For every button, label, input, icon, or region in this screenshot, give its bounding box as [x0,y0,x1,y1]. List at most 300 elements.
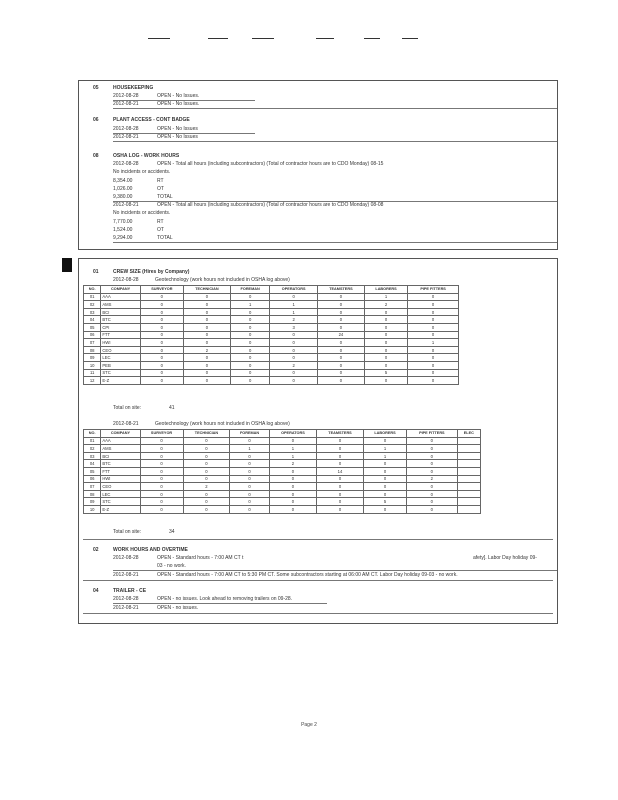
table-cell: 0 [363,505,406,513]
table-cell: 0 [317,346,364,354]
column-header: PIPE FITTERS [408,286,459,294]
table-cell: AAA [101,293,140,301]
column-header: OPERATORS [270,286,318,294]
column-header: SURVEYOR [140,286,183,294]
osha-value: 9,380.00 [113,194,133,200]
table-cell: 07 [84,483,101,491]
table-cell: 0 [363,483,406,491]
entry-text: OPEN - Total all hours (including subcontractors) (Total of contractor hours are to CDO Monday) 08-15 [157,161,384,167]
table-cell: 0 [140,452,183,460]
table-row [84,331,459,339]
table-cell: 0 [140,483,183,491]
top-card [78,80,558,250]
table-cell: 0 [140,498,183,506]
column-header: FOREMAN [230,430,269,438]
table-cell: 0 [140,301,183,309]
column-header: COMPANY [101,286,140,294]
table-cell: BTC [101,460,140,468]
section-number: 04 [93,588,99,594]
column-header: COMPANY [101,430,140,438]
table-cell: 01 [84,293,101,301]
table-cell: 0 [269,467,316,475]
table-cell: BCI [101,452,140,460]
entry-date: 2012-08-21 [113,572,139,578]
table-cell: 0 [183,308,230,316]
section-number: 08 [93,153,99,159]
table-cell: 0 [140,346,183,354]
table-cell: 0 [140,308,183,316]
osha-value: 1,026.00 [113,186,133,192]
table-cell: 03 [84,452,101,460]
work-hours-title: WORK HOURS AND OVERTIME [113,547,188,553]
table-cell: 0 [230,308,270,316]
table-cell: 0 [317,377,364,385]
entry-date: 2012-08-21 [113,605,139,611]
table-cell: 0 [140,505,183,513]
table-cell: 0 [317,323,364,331]
table-cell: 0 [183,301,230,309]
table-row [84,505,481,513]
table-cell: 0 [183,467,230,475]
table-cell: 0 [408,293,459,301]
table-cell: 0 [317,445,364,453]
table-cell: 0 [317,490,364,498]
table-cell: CEO [101,346,140,354]
table-cell: 0 [317,475,364,483]
section-number: 02 [93,547,99,553]
table-cell: 0 [317,301,364,309]
column-header: NO. [84,430,101,438]
table-cell: 08 [84,346,101,354]
table-cell: 0 [230,460,269,468]
table-cell: 0 [364,346,407,354]
table-cell: 0 [183,323,230,331]
table-cell: 0 [140,293,183,301]
plant-access-title: PLANT ACCESS - CONT BADGE [113,117,190,123]
table-cell: 0 [408,377,459,385]
table-cell: 1 [364,293,407,301]
table-cell: 0 [269,475,316,483]
table-cell: 0 [230,475,269,483]
table-cell: 0 [140,437,183,445]
table-row [84,445,481,453]
entry-date: 2012-08-28 [113,596,139,602]
table-cell: 0 [183,490,230,498]
table-cell: 1 [363,452,406,460]
table-cell: 0 [230,361,270,369]
table-cell: 0 [230,354,270,362]
table-row [84,316,459,324]
entry-text: OPEN - no issues. Look ahead to removing trailers on 09-28. [157,596,293,602]
table-cell: 0 [269,505,316,513]
osha-label: OT [157,227,164,233]
table-cell: 0 [140,467,183,475]
table-row [84,361,459,369]
table-cell: 0 [407,467,458,475]
column-header: TECHNICIAN [183,286,230,294]
table-cell: 0 [270,293,318,301]
table-cell: 0 [230,323,270,331]
table-cell: FTT [101,331,140,339]
table-cell: 0 [317,437,364,445]
total-label: Total on site: [113,529,142,535]
table-cell: 0 [364,331,407,339]
table-cell: 0 [269,498,316,506]
table-cell: 0 [317,308,364,316]
table-cell: 0 [140,460,183,468]
table-cell: 0 [407,460,458,468]
table-cell: 02 [84,301,101,309]
table-row [84,460,481,468]
table-cell: 0 [230,377,270,385]
table-cell: 0 [364,354,407,362]
table-cell: 2 [183,346,230,354]
table-cell: 0 [140,361,183,369]
table-cell: 0 [140,475,183,483]
table-row [84,437,481,445]
table-cell: 2 [270,316,318,324]
entry-text: OPEN - No Issues [157,126,198,132]
crew-table [83,429,481,514]
table-cell: 0 [364,308,407,316]
table-cell: 11 [84,369,101,377]
table-cell: 0 [363,490,406,498]
table-row [84,483,481,491]
table-cell: 0 [140,377,183,385]
table-cell: 0 [407,437,458,445]
table-cell: 0 [317,369,364,377]
table-cell: CPI [101,323,140,331]
entry-date: 2012-08-21 [113,101,139,107]
total-value: 34 [169,529,175,535]
table-cell: 0 [140,490,183,498]
table-cell: 09 [84,498,101,506]
entry-text-cont: 03 - no work. [157,563,186,569]
table-cell [457,498,480,506]
entry-text: OPEN - Total all hours (including subcontractors) (Total of contractor hours are to CDO Monday) 08-08 [157,202,384,208]
table-cell: 0 [140,354,183,362]
table-cell: 0 [183,452,230,460]
table-cell: 3 [270,323,318,331]
table-cell: 0 [408,308,459,316]
table-cell: 0 [230,483,269,491]
table-cell: 0 [363,460,406,468]
table-cell: 1 [230,445,269,453]
table-cell: 0 [269,483,316,491]
table-cell: 04 [84,316,101,324]
table-cell: CEO [101,483,140,491]
table-cell: 0 [363,467,406,475]
table-cell: 0 [230,293,270,301]
table-cell: 0 [317,498,364,506]
table-cell: 24 [317,331,364,339]
table-cell: 0 [183,475,230,483]
table-cell: 0 [408,323,459,331]
table-cell: 0 [317,354,364,362]
table-cell [457,437,480,445]
table-cell: 0 [317,505,364,513]
table-cell: 0 [364,339,407,347]
table-row [84,346,459,354]
table-cell: 0 [140,323,183,331]
column-header: NO. [84,286,101,294]
table-cell: 0 [270,346,318,354]
crew-block2-date: 2012-08-21 [113,421,139,427]
column-header: TECHNICIAN [183,430,230,438]
table-cell: 0 [183,498,230,506]
table-cell: 0 [317,293,364,301]
table-cell: 0 [270,339,318,347]
column-header: TEAMSTERS [317,430,364,438]
table-cell [457,445,480,453]
table-cell: 1 [269,445,316,453]
table-cell: 04 [84,460,101,468]
table-cell: 0 [270,377,318,385]
table-cell: AMS [101,445,140,453]
table-cell: 0 [364,361,407,369]
table-row [84,369,459,377]
table-cell: 2 [407,475,458,483]
table-cell: 0 [317,460,364,468]
table-cell: 2 [364,301,407,309]
table-cell: 05 [84,467,101,475]
table-cell: AAA [101,437,140,445]
table-row [84,377,459,385]
table-cell: 0 [183,460,230,468]
osha-label: TOTAL [157,235,173,241]
table-cell: 1 [269,452,316,460]
table-cell: 0 [270,331,318,339]
table-cell: 0 [364,377,407,385]
table-cell: 01 [84,437,101,445]
table-cell: 0 [140,445,183,453]
table-cell: 0 [183,361,230,369]
table-cell: 06 [84,331,101,339]
table-cell: 0 [408,316,459,324]
table-cell: 0 [183,293,230,301]
table-cell: 0 [269,490,316,498]
table-cell: 0 [230,369,270,377]
table-cell: E-Z [101,505,140,513]
table-cell: 1 [270,308,318,316]
table-cell: 10 [84,361,101,369]
entry-date: 2012-08-21 [113,202,139,208]
table-cell: 5 [363,498,406,506]
entry-text-right: afety]. Labor Day holiday 09- [473,555,537,561]
table-cell: 0 [230,437,269,445]
table-cell [457,475,480,483]
table-cell: 02 [84,445,101,453]
column-header: OPERATORS [269,430,316,438]
bottom-card [78,258,558,624]
crew-table [83,285,459,385]
osha-label: RT [157,178,164,184]
table-cell: BCI [101,308,140,316]
table-cell: LEC [101,490,140,498]
table-cell: 0 [317,316,364,324]
table-cell: 0 [408,369,459,377]
total-label: Total on site: [113,405,142,411]
table-cell: FTT [101,467,140,475]
table-cell: 0 [269,437,316,445]
table-cell: AMS [101,301,140,309]
table-cell [457,460,480,468]
table-cell: 0 [183,377,230,385]
table-cell: 0 [317,339,364,347]
table-row [84,452,481,460]
table-cell: 0 [363,475,406,483]
table-row [84,498,481,506]
table-cell: 0 [408,346,459,354]
crew-block2-caption: Geotechnology (work hours not included in OSHA log above) [155,421,290,427]
table-cell: 07 [84,339,101,347]
osha-value: 1,524.00 [113,227,133,233]
entry-date: 2012-08-28 [113,126,139,132]
page-number: Page 2 [301,722,317,728]
table-cell: 08 [84,490,101,498]
section-number: 06 [93,117,99,123]
table-cell: 1 [230,301,270,309]
table-cell: 0 [407,445,458,453]
table-cell: 0 [230,498,269,506]
entry-text: OPEN - Standard hours - 7:00 AM CT to 5:30 PM CT. Some subcontractors starting at 06:00 AM CT. Labor Day holiday 09-03 - no work. [157,572,458,578]
table-cell: HWI [101,339,140,347]
table-cell: 0 [140,369,183,377]
table-cell: 0 [183,316,230,324]
section-number: 01 [93,269,99,275]
table-cell: 03 [84,308,101,316]
osha-value: 9,294.00 [113,235,133,241]
table-cell: 0 [317,483,364,491]
housekeeping-title: HOUSEKEEPING [113,85,154,91]
crew-block1-caption: Geotechnology (work hours not included in OSHA log above) [155,277,290,283]
table-cell: 0 [407,483,458,491]
table-row [84,293,459,301]
table-cell: 0 [140,316,183,324]
table-row [84,467,481,475]
table-cell: 0 [408,354,459,362]
section-number: 05 [93,85,99,91]
total-value: 41 [169,405,175,411]
crew-block1-date: 2012-08-28 [113,277,139,283]
table-cell: 0 [407,490,458,498]
table-row [84,354,459,362]
table-cell [457,505,480,513]
table-cell: 0 [230,467,269,475]
table-cell: 0 [183,437,230,445]
osha-label: TOTAL [157,194,173,200]
entry-text: OPEN - Standard hours - 7:00 AM CT t [157,555,244,561]
table-cell: PEB [101,361,140,369]
table-cell: 0 [407,505,458,513]
entry-date: 2012-08-28 [113,93,139,99]
table-cell: 1 [408,339,459,347]
table-cell: STC [101,498,140,506]
table-cell: 0 [230,346,270,354]
osha-title: OSHA LOG - WORK HOURS [113,153,180,159]
entry-date: 2012-08-28 [113,555,139,561]
table-cell [457,467,480,475]
table-cell: 05 [84,323,101,331]
table-cell: HWI [101,475,140,483]
osha-label: OT [157,186,164,192]
table-cell: 0 [140,331,183,339]
table-cell: 12 [84,377,101,385]
table-cell [457,452,480,460]
table-cell: BTC [101,316,140,324]
osha-note: No incidents or accidents. [113,169,171,175]
table-cell: 2 [269,460,316,468]
table-cell: 0 [230,490,269,498]
table-cell: 0 [140,339,183,347]
table-cell [457,490,480,498]
table-cell: 0 [230,452,269,460]
column-header: PIPE FITTERS [407,430,458,438]
crew-title: CREW SIZE (Hires by Company) [113,269,190,275]
table-cell: 0 [364,323,407,331]
table-cell: 0 [317,452,364,460]
table-cell: 5 [364,369,407,377]
entry-date: 2012-08-21 [113,134,139,140]
entry-text: OPEN - no issues. [157,605,199,611]
table-cell: 14 [317,467,364,475]
table-cell: 0 [270,354,318,362]
table-cell [457,483,480,491]
table-cell: 09 [84,354,101,362]
table-cell: 0 [408,331,459,339]
table-cell: 0 [407,498,458,506]
osha-value: 7,770.00 [113,219,133,225]
table-cell: 0 [183,339,230,347]
table-cell: 0 [230,339,270,347]
column-header: TEAMSTERS [317,286,364,294]
entry-date: 2012-08-28 [113,161,139,167]
table-cell: 0 [363,437,406,445]
table-cell: 0 [364,316,407,324]
entry-text: OPEN - No Issues. [157,93,200,99]
table-cell: 0 [317,361,364,369]
table-cell: 0 [408,301,459,309]
table-cell: 0 [183,445,230,453]
table-cell: 1 [270,301,318,309]
osha-label: RT [157,219,164,225]
table-cell: 0 [230,505,269,513]
entry-text: OPEN - No Issues [157,134,198,140]
table-cell: 0 [408,361,459,369]
table-row [84,475,481,483]
column-header: FOREMAN [230,286,270,294]
entry-text: OPEN - No Issues. [157,101,200,107]
table-cell: 0 [230,331,270,339]
osha-value: 8,354.00 [113,178,133,184]
table-cell: STC [101,369,140,377]
table-cell: 10 [84,505,101,513]
table-cell: 0 [230,316,270,324]
column-header: SURVEYOR [140,430,183,438]
table-cell: 06 [84,475,101,483]
table-cell: 0 [183,331,230,339]
table-cell: 0 [270,369,318,377]
column-header: LABORERS [364,286,407,294]
table-row [84,323,459,331]
osha-note: No incidents or accidents. [113,210,171,216]
table-cell: 0 [183,354,230,362]
table-row [84,301,459,309]
table-cell: 0 [183,505,230,513]
table-row [84,308,459,316]
table-cell: LEC [101,354,140,362]
trailer-title: TRAILER - CE [113,588,147,594]
